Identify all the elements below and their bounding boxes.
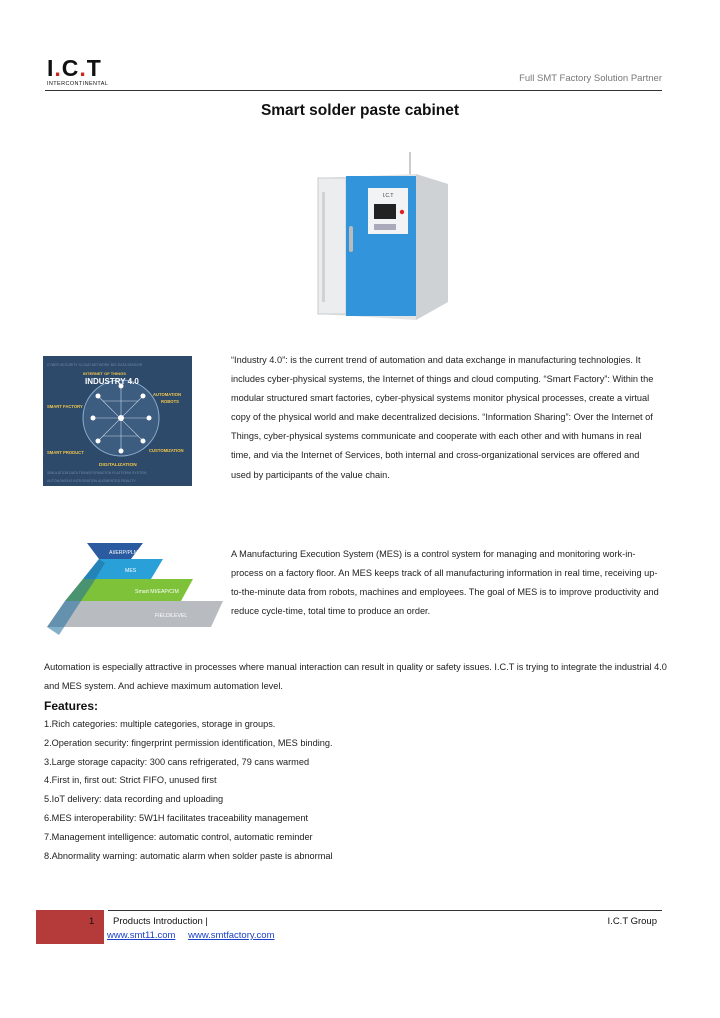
footer-company: I.C.T Group (607, 916, 657, 927)
feature-item: 5.IoT delivery: data recording and uploading (44, 794, 224, 805)
page-title: Smart solder paste cabinet (260, 102, 460, 119)
footer-divider (108, 910, 662, 911)
header-divider (45, 90, 662, 91)
industry-label-smart-product: SMART PRODUCT (47, 450, 84, 455)
feature-item: 6.MES interoperability: 5W1H facilitates traceability management (44, 812, 309, 823)
industry-label-automation: AUTOMATION (153, 392, 181, 397)
svg-text:SIMULATION DATA TRANSFORMATI: SIMULATION DATA TRANSFORMATION PLATFORM SYSTEM (47, 471, 147, 475)
feature-item: 4.First in, first out: Strict FIFO, unused first (44, 775, 217, 786)
feature-item: 8.Abnormality warning: automatic alarm when solder paste is abnormal (44, 850, 333, 861)
footer-link-smt11[interactable]: www.smt11.com (107, 930, 176, 941)
feature-item: 2.Operation security: fingerprint permission identification, MES binding. (44, 737, 333, 748)
footer-label: Products Introduction | (113, 916, 208, 927)
mes-label-field: FIELD/LEVEL (155, 613, 188, 619)
mes-paragraph: A Manufacturing Execution System (MES) is a control system for managing and monitoring work-in-process on a factory floor. An MES keeps track of all manufacturing information in real time, receiving up-to-the-minute data from robots, machines and employees. The goal of MES is to improve productivity and reduce cycle-time, total time to produce an order. (231, 549, 659, 617)
header-tagline: Full SMT Factory Solution Partner (519, 73, 662, 84)
mes-pyramid-image (43, 537, 226, 639)
company-logo (47, 57, 117, 89)
mes-label-mes: MES (125, 568, 137, 574)
industry-label-robots: ROBOTS (161, 399, 179, 404)
industry-4-image (43, 356, 192, 486)
feature-item: 3.Large storage capacity: 300 cans refrigerated, 79 cans warmed (44, 756, 310, 767)
mes-label-cim: Smart MI/EAP/CIM (135, 589, 179, 595)
footer-links (107, 930, 284, 941)
features-list (44, 715, 333, 865)
industry-label-iot: INTERNET OF THINGS (83, 371, 126, 376)
industry-title-label: INDUSTRY 4.0 (85, 377, 139, 386)
mes-label-erp: AI/ERP/PLM (109, 550, 139, 556)
industry-paragraph: “Industry 4.0”: is the current trend of automation and data exchange in manufacturing technologies. It includes cyber-physical systems, the Internet of things and cloud computing. “Smart Factory”: Within the modular structured smart factories, cyber-physical systems monitor physical processes, create a virtual copy of the physical world and make decentralized decisions. “Information Sharing”: Over the Internet of Things, cyber-physical systems communicate and cooperate with each other and with humans in real time, and via the Internet of Services, both internal and cross-organizational services are offered and used by participants of the value chain. (231, 355, 654, 480)
footer-link-smtfactory[interactable]: www.smtfactory.com (188, 930, 275, 941)
industry-label-digitalization: DIGITALIZATION (99, 463, 137, 468)
svg-text:AUTONOMOUS INTEGRATION AUGME: AUTONOMOUS INTEGRATION AUGMENTED REALITY (47, 479, 136, 483)
feature-item: 1.Rich categories: multiple categories, storage in groups. (44, 719, 276, 729)
cabinet-screen-label: I.C.T (382, 193, 394, 199)
automation-paragraph: Automation is especially attractive in processes where manual interaction can result in quality or safety issues. I.C.T is trying to integrate the industrial 4.0 and MES system. And achieve maximum automation level. (44, 662, 667, 692)
industry-label-customization: CUSTOMIZATION (149, 448, 184, 453)
logo-subtitle: INTERCONTINENTAL (47, 81, 109, 87)
logo-mark: I.C.T (47, 55, 102, 81)
industry-label-smart-factory: SMART FACTORY (47, 404, 83, 409)
svg-text:CYBER SECURITY CLOUD NETWORK: CYBER SECURITY CLOUD NETWORK BIG DATA SENSOR (47, 363, 143, 367)
cabinet-product-image (312, 152, 448, 324)
features-heading: Features: (44, 699, 99, 713)
feature-item: 7.Management intelligence: automatic control, automatic reminder (44, 831, 313, 842)
page-number: 1 (89, 916, 95, 927)
